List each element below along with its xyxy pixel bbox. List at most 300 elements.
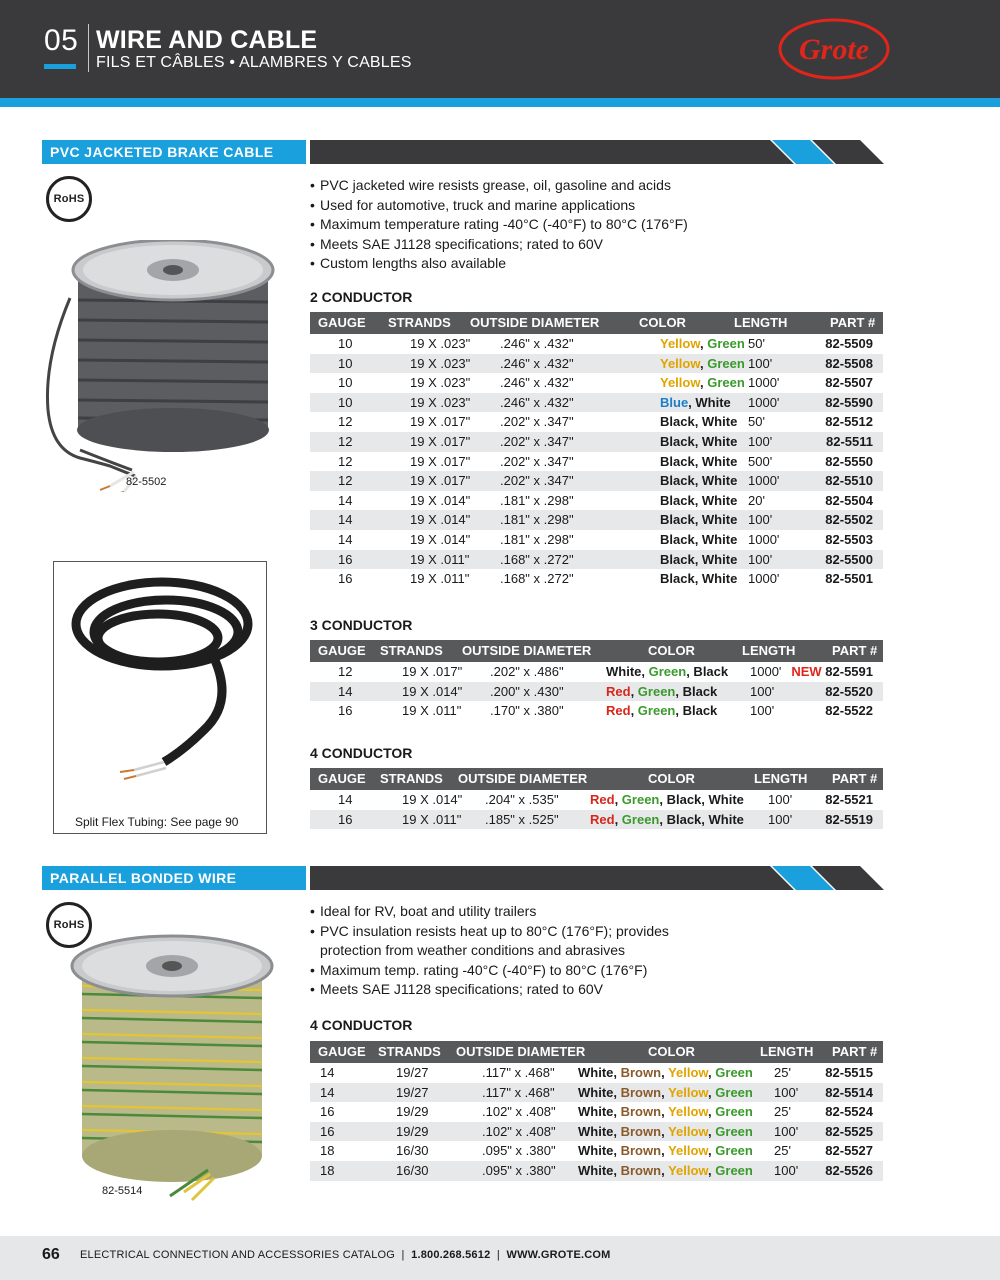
color-segment: Green	[707, 355, 745, 371]
cell-strands: 16/30	[396, 1162, 429, 1178]
cell-gauge: 16	[338, 571, 353, 587]
part-number: 82-5515	[825, 1065, 873, 1080]
color-segment: Brown	[620, 1123, 662, 1139]
color-segment: Yellow	[668, 1065, 709, 1080]
cell-gauge: 14	[338, 531, 353, 547]
pvc-feature-item: • Maximum temperature rating -40°C (-40°F) to 80°C (176°F)	[310, 215, 688, 235]
color-segment: ,	[614, 792, 622, 807]
table-row	[310, 393, 883, 413]
part-number: 82-5512	[825, 414, 873, 430]
cell-od: .202" x .347"	[500, 433, 574, 449]
color-segment: , Black	[686, 664, 729, 679]
cell-length: 100'	[748, 512, 773, 528]
cell-length: 100'	[774, 1123, 799, 1139]
cell-gauge: 14	[338, 792, 353, 807]
cell-length: 100'	[748, 551, 773, 567]
pvc-feature-item: • Meets SAE J1128 specifications; rated to 60V	[310, 235, 688, 255]
table-row	[310, 452, 883, 472]
table-row	[310, 373, 883, 393]
cell-color	[660, 550, 737, 570]
color-segment: Brown	[620, 1143, 662, 1159]
color-segment: Black, White	[660, 453, 738, 469]
cell-od: .202" x .486"	[490, 664, 564, 679]
column-header: OUTSIDE DIAMETER	[462, 643, 592, 658]
color-segment: Red	[606, 683, 631, 699]
parallel-feature-line: • PVC insulation resists heat up to 80°C (176°F); provides	[320, 922, 669, 939]
section-bar-pvc	[42, 140, 884, 164]
cell-color	[590, 810, 744, 830]
cell-gauge: 14	[338, 492, 353, 508]
footer-info	[80, 1249, 611, 1261]
cell-length: 500'	[748, 453, 773, 469]
cell-strands: 19 X .017"	[402, 664, 463, 679]
table-row	[310, 1141, 883, 1161]
column-header: GAUGE	[318, 771, 366, 786]
cell-length: 1000'	[748, 571, 780, 587]
grote-logo-text: Grote	[799, 33, 869, 66]
section-bar-parallel	[42, 866, 884, 890]
cell-gauge: 16	[338, 551, 353, 567]
cell-od: .170" x .380"	[490, 703, 564, 719]
part-number: 82-5524	[825, 1104, 873, 1120]
color-segment: , Black, White	[659, 811, 744, 827]
color-segment: ,	[708, 1104, 716, 1120]
cell-strands: 19 X .011"	[402, 703, 462, 719]
color-segment: Black, White	[660, 473, 738, 489]
color-segment: ,	[661, 1084, 669, 1100]
cell-color	[606, 682, 717, 702]
table-header-row	[310, 768, 883, 790]
cell-part	[825, 1063, 873, 1083]
section-title-pvc: PVC JACKETED BRAKE CABLE	[42, 140, 306, 164]
cell-length: 25'	[774, 1143, 791, 1159]
cell-length: 100'	[750, 703, 775, 719]
cell-part	[825, 373, 873, 393]
color-segment: Yellow	[660, 336, 700, 351]
table-heading-3-conductor: 3 CONDUCTOR	[310, 617, 413, 633]
cell-od: .102" x .408"	[482, 1104, 556, 1120]
cell-part	[825, 412, 873, 432]
color-segment: Black, White	[660, 433, 738, 449]
table-header-row	[310, 640, 883, 662]
cell-gauge: 14	[320, 1084, 335, 1100]
cell-strands: 19 X .017"	[410, 414, 471, 430]
rohs-badge: RoHS	[46, 176, 92, 222]
color-segment: ,	[708, 1084, 716, 1100]
column-header: COLOR	[648, 1044, 695, 1059]
pvc-feature-list	[310, 176, 688, 274]
table-row	[310, 682, 883, 702]
table-heading-parallel-4-conductor: 4 CONDUCTOR	[310, 1017, 413, 1033]
cell-part	[825, 1102, 873, 1122]
cell-color	[590, 790, 744, 810]
header-accent-line	[0, 98, 1000, 107]
footer-separator: |	[401, 1249, 405, 1261]
table-row	[310, 810, 883, 830]
cell-strands: 19 X .017"	[410, 473, 471, 489]
cell-length: 1000'	[750, 664, 782, 679]
color-segment: Yellow	[660, 355, 700, 371]
cell-part	[825, 471, 873, 491]
section-number: 05	[44, 24, 79, 57]
column-header: STRANDS	[380, 643, 443, 658]
color-segment: White,	[578, 1162, 621, 1178]
cell-gauge: 10	[338, 336, 353, 351]
cell-length: 100'	[748, 433, 773, 449]
color-segment: White,	[578, 1143, 621, 1159]
color-segment: Green	[637, 703, 676, 719]
cell-strands: 19 X .023"	[410, 375, 471, 391]
cell-part	[825, 1122, 873, 1142]
table-row	[310, 412, 883, 432]
table-heading-2-conductor: 2 CONDUCTOR	[310, 289, 413, 305]
parallel-feature-line: • Ideal for RV, boat and utility trailers	[320, 903, 537, 919]
table-heading-4-conductor: 4 CONDUCTOR	[310, 745, 413, 761]
color-segment: Yellow	[668, 1084, 709, 1100]
color-segment: White	[606, 664, 642, 679]
part-number: 82-5509	[825, 336, 873, 351]
page-title: WIRE AND CABLE	[96, 26, 318, 54]
cell-length: 1000'	[748, 394, 780, 410]
cell-strands: 19/27	[396, 1084, 429, 1100]
table-row	[310, 1102, 883, 1122]
cell-part	[825, 701, 873, 721]
color-segment: , Black, White	[659, 792, 744, 807]
page-header	[0, 0, 1000, 98]
cell-od: .200" x .430"	[490, 683, 564, 699]
cell-length: 1000'	[748, 473, 780, 489]
table-row	[310, 550, 883, 570]
cell-length: 25'	[774, 1065, 791, 1080]
cell-od: .117" x .468"	[482, 1084, 555, 1100]
part-number: 82-5550	[825, 453, 873, 469]
color-segment: ,	[699, 375, 708, 391]
cell-length: 25'	[774, 1104, 791, 1120]
cell-strands: 19/27	[396, 1065, 429, 1080]
column-header: COLOR	[639, 315, 686, 330]
cell-od: .202" x .347"	[500, 453, 574, 469]
cell-part	[825, 354, 873, 374]
cell-color	[660, 432, 737, 452]
color-segment: White,	[578, 1104, 621, 1120]
cell-od: .246" x .432"	[500, 355, 574, 371]
color-segment: Yellow	[668, 1143, 709, 1159]
cell-gauge: 16	[338, 811, 353, 827]
cell-od: .202" x .347"	[500, 414, 574, 430]
cell-color	[578, 1083, 753, 1103]
cell-gauge: 10	[338, 375, 353, 391]
part-number: 82-5521	[825, 792, 873, 807]
cell-gauge: 18	[320, 1162, 335, 1178]
color-segment: ,	[641, 664, 649, 679]
color-segment: Yellow	[668, 1123, 709, 1139]
color-segment: Black, White	[660, 492, 738, 508]
column-header: PART #	[832, 771, 878, 786]
cell-color	[660, 412, 737, 432]
table-header-row	[310, 1041, 883, 1063]
cell-color	[606, 662, 728, 682]
color-segment: Brown	[620, 1065, 662, 1080]
color-segment: Green	[707, 336, 745, 351]
table-3-conductor	[310, 640, 883, 721]
cell-length: 20'	[748, 492, 765, 508]
split-flex-tubing-box	[53, 561, 267, 834]
parallel-spool-caption: 82-5514	[102, 1185, 143, 1197]
cell-gauge: 14	[338, 683, 353, 699]
table-row	[310, 1063, 883, 1083]
color-segment: ,	[661, 1104, 669, 1120]
table-row	[310, 471, 883, 491]
pvc-feature-item: • Used for automotive, truck and marine applications	[310, 196, 688, 216]
cell-color	[578, 1161, 753, 1181]
footer-catalog: ELECTRICAL CONNECTION AND ACCESSORIES CATALOG	[80, 1249, 396, 1261]
rohs-badge: RoHS	[46, 902, 92, 948]
cell-od: .168" x .272"	[500, 571, 574, 587]
color-segment: Blue	[660, 394, 689, 410]
cell-part	[825, 569, 873, 589]
cell-part	[791, 662, 873, 682]
cell-color	[660, 510, 737, 530]
cell-length: 100'	[748, 355, 773, 371]
parallel-feature-list	[310, 902, 669, 1000]
cell-strands: 19 X .011"	[410, 551, 470, 567]
part-number: 82-5511	[826, 433, 873, 449]
part-number: 82-5502	[825, 512, 873, 528]
cell-gauge: 16	[320, 1104, 335, 1120]
cell-gauge: 18	[320, 1143, 335, 1159]
cell-color	[660, 569, 737, 589]
column-header: LENGTH	[734, 315, 788, 330]
part-number: 82-5527	[825, 1143, 873, 1159]
part-number: 82-5504	[825, 492, 873, 508]
color-segment: Green	[621, 811, 660, 827]
new-badge: NEW	[791, 664, 822, 679]
table-2-conductor	[310, 312, 883, 589]
color-segment: Red	[606, 703, 631, 719]
cell-strands: 19 X .011"	[410, 571, 470, 587]
color-segment: Yellow	[660, 375, 700, 391]
cell-strands: 19 X .014"	[402, 792, 463, 807]
section-bar-graphic	[310, 866, 884, 890]
cell-gauge: 12	[338, 414, 353, 430]
cell-od: .102" x .408"	[482, 1123, 556, 1139]
split-flex-caption: Split Flex Tubing: See page 90	[75, 815, 239, 829]
column-header: OUTSIDE DIAMETER	[470, 315, 600, 330]
table-4-conductor	[310, 768, 883, 829]
color-segment: Red	[590, 792, 615, 807]
color-segment: Brown	[620, 1104, 662, 1120]
cell-od: .117" x .468"	[482, 1065, 555, 1080]
cell-od: .095" x .380"	[482, 1143, 556, 1159]
cell-length: 100'	[774, 1084, 799, 1100]
cell-gauge: 14	[338, 512, 353, 528]
table-row	[310, 354, 883, 374]
cell-gauge: 16	[338, 703, 353, 719]
color-segment: ,	[630, 683, 638, 699]
cell-part	[825, 491, 873, 511]
table-row	[310, 491, 883, 511]
column-header: LENGTH	[760, 1044, 814, 1059]
column-header: OUTSIDE DIAMETER	[458, 771, 588, 786]
color-segment: ,	[699, 336, 708, 351]
cell-color	[660, 452, 737, 472]
table-parallel-4-conductor	[310, 1041, 883, 1181]
color-segment: Green	[707, 375, 745, 391]
brake-cable-spool-image	[40, 240, 290, 492]
cell-color	[660, 393, 731, 413]
column-header: GAUGE	[318, 1044, 366, 1059]
cell-part	[826, 432, 873, 452]
section-number-underline	[44, 64, 76, 69]
parallel-feature-line: • Maximum temp. rating -40°C (-40°F) to 80°C (176°F)	[320, 961, 648, 978]
table-row	[310, 1161, 883, 1181]
cell-od: .181" x .298"	[500, 512, 574, 528]
section-title-parallel: PARALLEL BONDED WIRE	[42, 866, 306, 890]
cell-od: .202" x .347"	[500, 473, 574, 489]
cell-strands: 19 X .023"	[410, 336, 471, 351]
cell-length: 100'	[750, 683, 775, 699]
part-number: 82-5525	[825, 1123, 873, 1139]
cell-od: .246" x .432"	[500, 394, 574, 410]
column-header: GAUGE	[318, 315, 366, 330]
cell-strands: 19 X .014"	[402, 683, 463, 699]
color-segment: ,	[699, 355, 708, 371]
parallel-wire-spool-image	[60, 934, 290, 1210]
color-segment: Green	[621, 792, 660, 807]
cell-strands: 19 X .023"	[410, 394, 471, 410]
cell-strands: 19 X .017"	[410, 433, 471, 449]
cell-part	[825, 790, 873, 810]
parallel-feature-item	[310, 922, 669, 961]
color-segment: Brown	[620, 1084, 662, 1100]
parallel-feature-line: • Meets SAE J1128 specifications; rated to 60V	[320, 981, 604, 998]
column-header: STRANDS	[378, 1044, 441, 1059]
cell-color	[660, 530, 737, 550]
cell-color	[578, 1122, 753, 1142]
footer-website[interactable]: WWW.GROTE.COM	[506, 1249, 611, 1261]
cell-gauge: 10	[338, 394, 353, 410]
cell-length: 1000'	[748, 531, 780, 547]
cell-length: 1000'	[748, 375, 780, 391]
header-divider	[88, 24, 89, 72]
page-number: 66	[42, 1246, 60, 1263]
cell-length: 100'	[768, 811, 793, 827]
cell-gauge: 12	[338, 473, 353, 489]
cell-od: .181" x .298"	[500, 492, 574, 508]
table-header-row	[310, 312, 883, 334]
cell-gauge: 12	[338, 433, 353, 449]
cell-part	[825, 810, 873, 830]
column-header: PART #	[830, 315, 876, 330]
part-number: 82-5501	[825, 571, 873, 587]
column-header: LENGTH	[754, 771, 808, 786]
cell-strands: 19 X .014"	[410, 531, 471, 547]
color-segment: Black, White	[660, 551, 738, 567]
cell-strands: 19 X .011"	[402, 811, 462, 827]
color-segment: ,	[661, 1123, 669, 1139]
color-segment: ,	[661, 1162, 669, 1178]
page-subtitle: FILS ET CÂBLES • ALAMBRES Y CABLES	[96, 54, 412, 71]
color-segment: , Black	[675, 703, 718, 719]
cell-part	[825, 452, 873, 472]
table-row	[310, 701, 883, 721]
cell-color	[660, 471, 737, 491]
column-header: STRANDS	[380, 771, 443, 786]
cell-strands: 19 X .023"	[410, 355, 471, 371]
cell-length: 100'	[774, 1162, 799, 1178]
cell-part	[825, 1161, 873, 1181]
color-segment: Green	[715, 1084, 753, 1100]
cell-gauge: 14	[320, 1065, 335, 1080]
color-segment: Black, White	[660, 512, 738, 528]
color-segment: Green	[715, 1162, 753, 1178]
color-segment: ,	[688, 394, 696, 410]
color-segment: Black, White	[660, 571, 738, 587]
color-segment: White,	[578, 1084, 621, 1100]
part-number: 82-5519	[825, 811, 873, 827]
cell-od: .246" x .432"	[500, 336, 574, 351]
cell-strands: 19/29	[396, 1104, 429, 1120]
color-segment: Black, White	[660, 531, 738, 547]
pvc-feature-item: • PVC jacketed wire resists grease, oil, gasoline and acids	[310, 176, 688, 196]
table-row	[310, 510, 883, 530]
cell-part	[825, 1141, 873, 1161]
cell-color	[606, 701, 717, 721]
table-row	[310, 432, 883, 452]
color-segment: Green	[637, 683, 676, 699]
color-segment: White,	[578, 1065, 621, 1080]
spool-image-caption: 82-5502	[126, 476, 167, 488]
cell-length: 50'	[748, 414, 765, 430]
cell-strands: 19 X .014"	[410, 492, 471, 508]
table-row	[310, 1083, 883, 1103]
cell-strands: 19 X .017"	[410, 453, 471, 469]
page-footer	[0, 1236, 1000, 1280]
cell-length: 100'	[768, 792, 793, 807]
color-segment: Green	[715, 1065, 753, 1080]
part-number: 82-5514	[825, 1084, 873, 1100]
cell-od: .168" x .272"	[500, 551, 574, 567]
cell-part	[825, 393, 873, 413]
table-row	[310, 569, 883, 589]
part-number: 82-5522	[825, 703, 873, 719]
footer-separator: |	[496, 1249, 500, 1261]
color-segment: Green	[715, 1104, 753, 1120]
cell-od: .181" x .298"	[500, 531, 574, 547]
section-bar-graphic	[310, 140, 884, 164]
part-number: 82-5510	[825, 473, 873, 489]
color-segment: Yellow	[668, 1104, 709, 1120]
column-header: GAUGE	[318, 643, 366, 658]
part-number: 82-5507	[825, 375, 873, 391]
cell-color	[660, 354, 745, 374]
color-segment: ,	[614, 811, 622, 827]
cell-od: .185" x .525"	[485, 811, 559, 827]
color-segment: White	[695, 394, 731, 410]
cell-strands: 19/29	[396, 1123, 429, 1139]
parallel-feature-item	[310, 980, 669, 1000]
color-segment: ,	[708, 1123, 716, 1139]
color-segment: Green	[648, 664, 687, 679]
footer-phone: 1.800.268.5612	[411, 1249, 491, 1261]
cell-part	[825, 1083, 873, 1103]
color-segment: ,	[708, 1065, 716, 1080]
color-segment: Black, White	[660, 414, 738, 430]
part-number: 82-5526	[825, 1162, 873, 1178]
color-segment: ,	[661, 1065, 669, 1080]
split-flex-tubing-image	[54, 562, 266, 792]
cell-color	[660, 334, 745, 354]
